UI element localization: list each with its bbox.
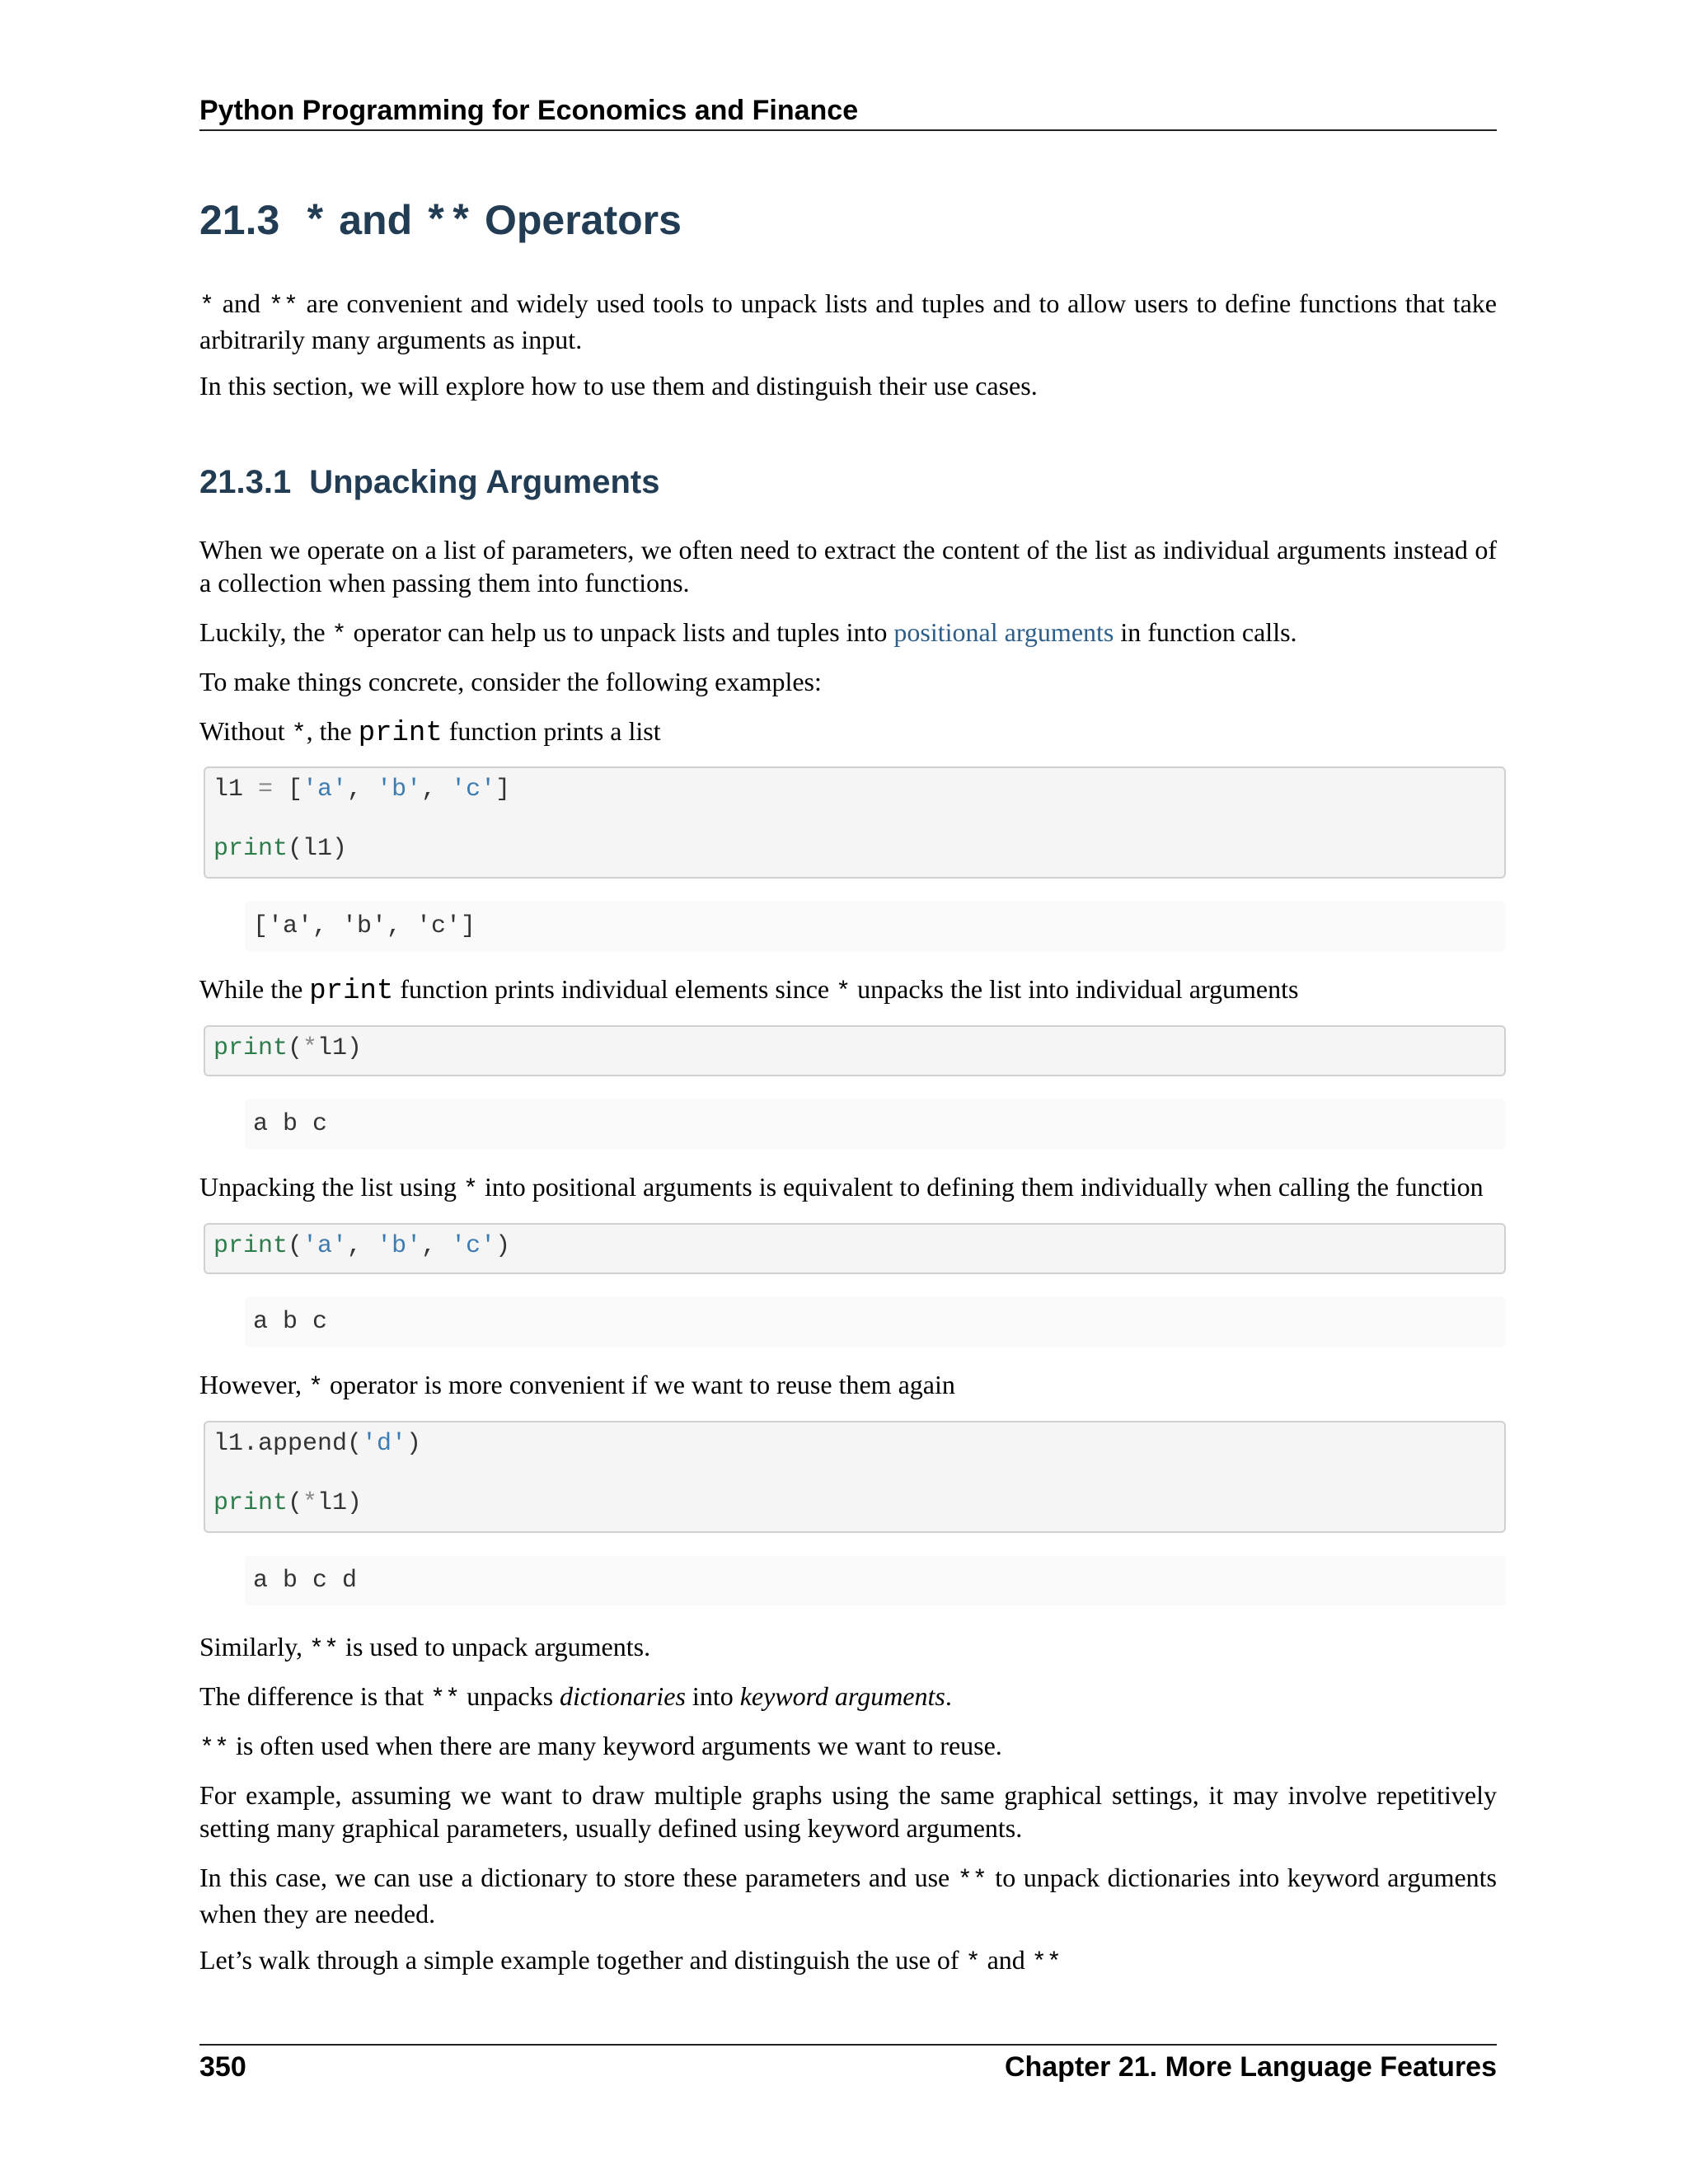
inline-code: print [309,976,394,1007]
inline-code: * [836,978,851,1006]
page-footer [199,2049,1497,2085]
section-op-star: * [302,200,328,247]
text: Without [199,716,292,746]
paragraph-13: For example, assuming we want to draw multiple graphs using the same graphical settings, it may involve repetitively setting many graphical parameters, usually defined using keyword arguments. [199,1780,1497,1843]
paragraph-7 [199,972,1497,1009]
code-cell-3[interactable] [204,1223,1506,1274]
page-number: 350 [199,2051,246,2083]
text: to unpack dictionaries into keyword arguments when they are needed. [199,1863,1498,1929]
text: operator is more convenient if we want to reuse them again [323,1370,955,1399]
emphasis: dictionaries [560,1681,686,1711]
code-line: print('a', 'b', 'c') [213,1232,511,1260]
intro-paragraph-1 [199,287,1497,356]
chapter-title: Chapter 21. More Language Features [1004,2051,1497,2083]
paragraph-10 [199,1630,1497,1666]
text: Similarly, [199,1632,310,1661]
section-title: Operators [484,197,682,243]
header-rule [199,129,1497,131]
inline-code: ** [957,1867,987,1895]
inline-code: ** [430,1685,461,1713]
inline-code: * [462,1176,478,1204]
section-number: 21.3 [199,197,280,243]
intro-paragraph-2: In this section, we will explore how to use them and distinguish their use cases. [199,371,1038,401]
inline-code: ** [1031,1949,1062,1977]
output-cell-4: a b c d [245,1556,1506,1605]
text: Let’s walk through a simple example together and distinguish the use of [199,1945,966,1975]
paragraph-6 [199,715,1497,751]
text: , the [306,716,359,746]
text: In this case, we can use a dictionary to store these parameters and use [199,1863,958,1892]
text: Unpacking the list using [199,1172,463,1202]
text: While the [199,974,310,1004]
code-line: l1 = ['a', 'b', 'c'] [213,776,511,804]
code-line: print(*l1) [213,1034,363,1062]
inline-code: * [199,293,215,321]
text: unpacks the list into individual arguments [851,974,1299,1004]
text: function prints individual elements since [393,974,837,1004]
paragraph-11 [199,1680,1497,1716]
code-cell-4[interactable] [204,1421,1506,1533]
paragraph-5: To make things concrete, consider the following examples: [199,667,822,696]
inline-code: * [291,720,307,748]
section-and: and [339,197,413,243]
inline-code: print [358,718,443,749]
inline-code: * [331,621,347,649]
inline-code: ** [268,293,298,321]
output-cell-2: a b c [245,1099,1506,1149]
text: is used to unpack arguments. [339,1632,651,1661]
text: is often used when there are many keyword arguments we want to reuse. [229,1731,1002,1760]
inline-code: ** [199,1735,230,1763]
text: However, [199,1370,308,1399]
text: function prints a list [442,716,661,746]
text: into [685,1681,740,1711]
text: The difference is that [199,1681,431,1711]
paragraph-3: When we operate on a list of parameters, we often need to extract the content of the list as individual arguments instead of a collection when passing them into functions. [199,535,1497,598]
emphasis: keyword arguments [739,1681,945,1711]
inline-code: * [965,1949,981,1977]
text: Luckily, the [199,617,332,647]
text: and [214,288,269,318]
output-cell-1: ['a', 'b', 'c'] [245,902,1506,951]
paragraph-12 [199,1729,1497,1765]
code-line: l1.append('d') [213,1430,422,1458]
code-line: print(l1) [213,835,348,863]
paragraph-9 [199,1368,1497,1404]
code-cell-1[interactable] [204,766,1506,879]
paragraph-15 [199,1943,1497,1980]
text: unpacks [460,1681,560,1711]
text: are convenient and widely used tools to unpack lists and tuples and to allow users to define functions that take arbitrarily many arguments as input. [199,288,1498,354]
output-cell-3: a b c [245,1297,1506,1347]
code-line: print(*l1) [213,1489,363,1517]
text: into positional arguments is equivalent to defining them individually when calling the function [477,1172,1484,1202]
footer-rule [199,2044,1497,2046]
subsection-title: Unpacking Arguments [309,464,660,500]
text: in function calls. [1114,617,1297,647]
running-header: Python Programming for Economics and Finance [199,95,859,126]
text: and [980,1945,1032,1975]
text: . [945,1681,952,1711]
paragraph-8 [199,1170,1497,1207]
section-op-double-star: ** [424,200,474,247]
document-page [199,0,1497,2184]
inline-code: ** [309,1636,340,1664]
subsection-heading [199,462,659,503]
subsection-number: 21.3.1 [199,464,292,500]
text: operator can help us to unpack lists and tuples into [346,617,894,647]
code-cell-2[interactable] [204,1025,1506,1076]
paragraph-14 [199,1861,1497,1930]
positional-arguments-link[interactable]: positional arguments [893,617,1114,647]
inline-code: * [308,1374,324,1402]
paragraph-4 [199,616,1497,652]
section-heading [199,194,682,250]
